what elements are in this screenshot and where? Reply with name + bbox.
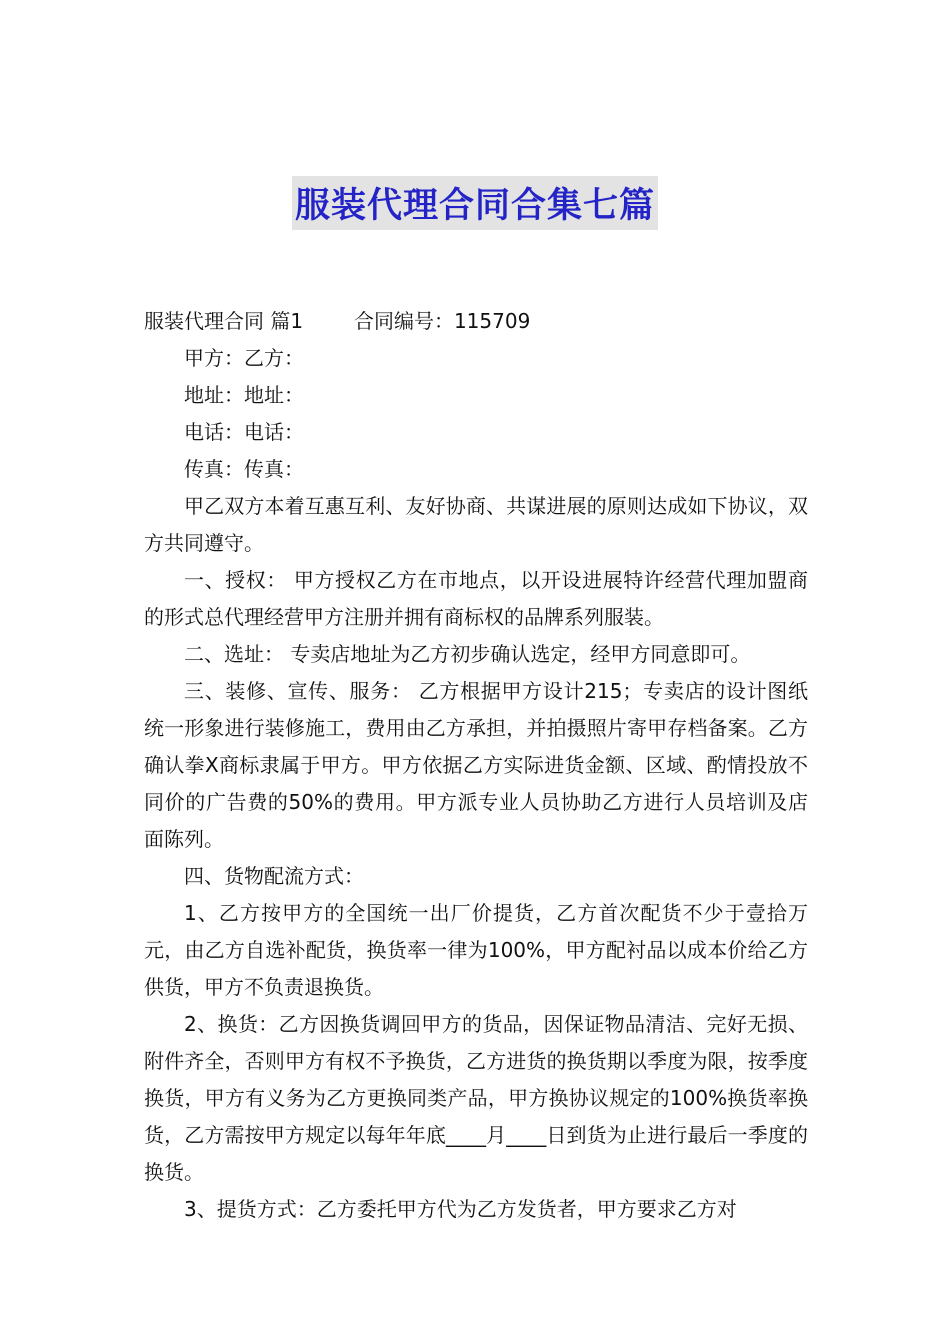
paragraph-phone: 电话：电话： — [184, 420, 304, 444]
document-title-text: 服装代理合同合集七篇 — [292, 176, 658, 230]
paragraph-distribution-heading: 四、货物配流方式： — [184, 864, 364, 888]
paragraph-party-names: 甲方：乙方： — [184, 346, 304, 370]
paragraph-item-2: 2、换货：乙方因换货调回甲方的货品，因保证物品清洁、完好无损、附件齐全，否则甲方有权不予换货，乙方进货的换货期以季度为限，按季度换货，甲方有义务为乙方更换同类产品，甲方换协议规定的100%换货率换货，乙方需按甲方规定以每年年底____月____日到货为止进行最后一季度的换货。 — [144, 1012, 808, 1184]
document-body — [144, 303, 808, 1228]
paragraph-decoration: 三、装修、宣传、服务： 乙方根据甲方设计215；专卖店的设计图纸统一形象进行装修施工，费用由乙方承担，并拍摄照片寄甲存档备案。乙方确认拳X商标隶属于甲方。甲方依据乙方实际进货金额、区域、酌情投放不同价的广告费的50%的费用。甲方派专业人员协助乙方进行人员培训及店面陈列。 — [144, 679, 808, 851]
paragraph-site-selection: 二、选址： 专卖店地址为乙方初步确认选定，经甲方同意即可。 — [184, 642, 751, 666]
paragraph-item-1: 1、乙方按甲方的全国统一出厂价提货，乙方首次配货不少于壹拾万元，由乙方自选补配货，换货率一律为100%，甲方配衬品以成本价给乙方供货，甲方不负责退换货。 — [144, 901, 808, 999]
paragraph-address: 地址：地址： — [184, 383, 304, 407]
paragraph-preamble: 甲乙双方本着互惠互利、友好协商、共谋进展的原则达成如下协议，双方共同遵守。 — [144, 494, 808, 555]
paragraph-fax: 传真：传真： — [184, 457, 304, 481]
paragraph-item-3: 3、提货方式：乙方委托甲方代为乙方发货者，甲方要求乙方对 — [184, 1197, 737, 1221]
document-title — [0, 176, 950, 230]
paragraph-authorization: 一、授权： 甲方授权乙方在市地点，以开设进展特许经营代理加盟商的形式总代理经营甲方注册并拥有商标权的品牌系列服装。 — [144, 568, 808, 629]
contract-heading-line: 服装代理合同 篇1 合同编号：115709 — [144, 309, 531, 333]
